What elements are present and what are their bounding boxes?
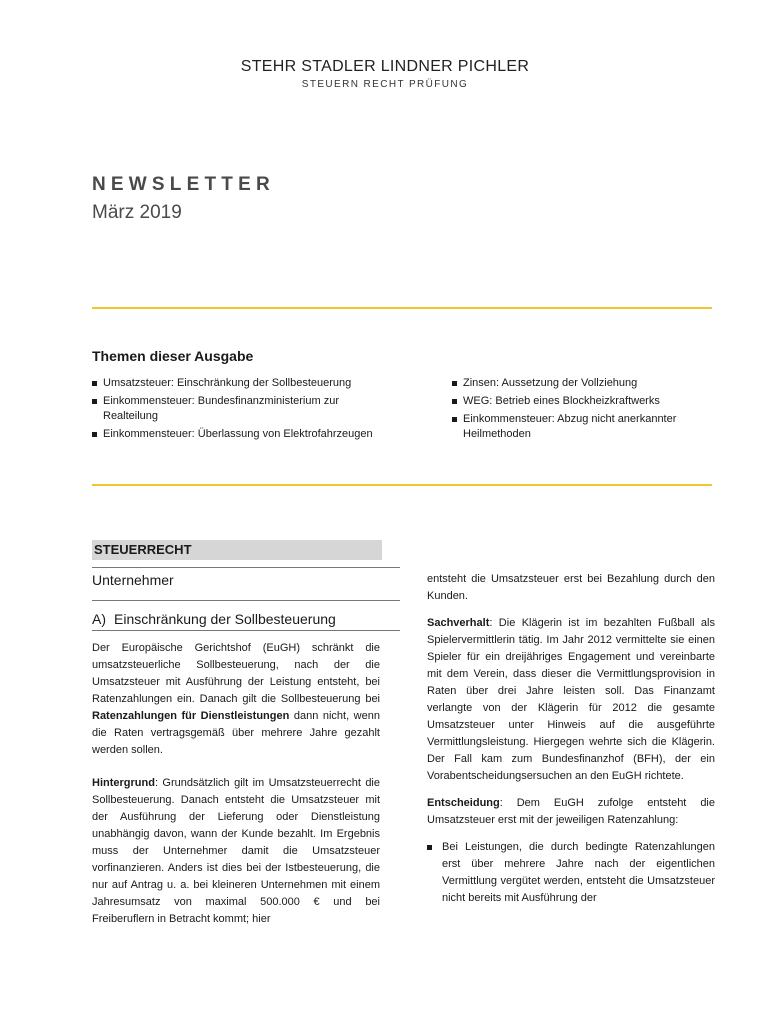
entscheidung-paragraph (427, 795, 715, 829)
hintergrund-label: Hintergrund (92, 777, 155, 789)
theme-item (92, 427, 392, 442)
newsletter-title: NEWSLETTER (92, 174, 275, 195)
section-subheading: Unternehmer (92, 572, 174, 588)
bullet-square-icon (452, 417, 457, 422)
themes-heading: Themen dieser Ausgabe (92, 348, 254, 364)
bullet-square-icon (92, 381, 97, 386)
themes-list-left (92, 376, 392, 445)
article-title: Einschränkung der Sollbesteuerung (114, 611, 336, 627)
theme-item-label: Einkommensteuer: Bundesfinanzministerium zur Realteilung (103, 395, 339, 422)
bullet-square-icon (92, 399, 97, 404)
continuation-paragraph: entsteht die Umsatzsteuer erst bei Bezahlung durch den Kunden. (427, 573, 715, 602)
entscheidung-text: : Dem EuGH zufolge entsteht die Umsatzsteuer erst mit der jeweiligen Ratenzahlung: (427, 797, 715, 826)
theme-item-label: Umsatzsteuer: Einschränkung der Sollbesteuerung (103, 377, 352, 389)
theme-item-label: WEG: Betrieb eines Blockheizkraftwerks (463, 395, 660, 407)
article-column-left (92, 640, 380, 938)
intro-paragraph (92, 640, 380, 759)
firm-tagline: STEUERN RECHT PRÜFUNG (301, 79, 469, 90)
bullet-square-icon (452, 399, 457, 404)
hintergrund-paragraph (92, 775, 380, 928)
sachverhalt-text: : Die Klägerin ist im bezahlten Fußball als Spielervermittlerin tätig. Im Jahr 2012 vermittelte sie einen Spieler für ein dreijähriges Engagement und vereinbarte mit dem Verein, dass dieser die Vermittlungsprovision in Raten über drei Jahre leisten soll. Das Finanzamt verlangte von der Klägerin für 2012 die gesamte Umsatzsteuer unter Hinweis auf die ausgeführte Vermittlungsleistung. Hiergegen wehrte sich die Klägerin. Der Fall kam zum Bundesfinanzhof (BFH), der ein Vorabentscheidungsersuchen an den EuGH richtete. (427, 617, 715, 782)
themes-list-right (452, 376, 714, 445)
intro-emphasis: Ratenzahlungen für Dienstleistungen (92, 710, 290, 722)
letterhead (0, 58, 770, 90)
newsletter-date: März 2019 (92, 202, 182, 223)
section-rule (92, 567, 400, 568)
article-letter: A) (92, 611, 106, 627)
theme-item (92, 394, 392, 424)
article-heading (92, 611, 336, 627)
sachverhalt-label: Sachverhalt (427, 617, 490, 629)
section-bar (92, 540, 382, 560)
theme-item-label: Einkommensteuer: Überlassung von Elektrofahrzeugen (103, 428, 373, 440)
sachverhalt-paragraph (427, 615, 715, 785)
theme-item-label: Zinsen: Aussetzung der Vollziehung (463, 377, 638, 389)
decision-bullet-text: Bei Leistungen, die durch bedingte Ratenzahlungen erst über mehrere Jahre nach der eigentlichen Vermittlung vergütet werden, entsteht die Umsatzsteuer nicht bereits mit Ausführung der (442, 841, 715, 904)
section-label: STEUERRECHT (94, 542, 192, 557)
firm-name: STEHR STADLER LINDNER PICHLER (240, 58, 530, 75)
subheading-rule (92, 600, 400, 601)
bullet-square-icon (92, 432, 97, 437)
article-column-right (427, 571, 715, 917)
hintergrund-text: : Grundsätzlich gilt im Umsatzsteuerrecht die Sollbesteuerung. Danach entsteht die Umsatzsteuer mit der Ausführung der Lieferung oder Dienstleistung unabhängig davon, wann der Kunde bezahlt. Im Ergebnis muss der Unternehmer damit die Umsatzsteuer vorfinanzieren. Anders ist dies bei der Istbesteuerung, die nur auf Antrag u. a. bei kleineren Unternehmen mit einem Jahresumsatz von maximal 500.000 € und bei Freiberuflern in Betracht kommt; hier (92, 777, 380, 925)
gold-divider-top (92, 307, 712, 309)
theme-item (452, 394, 714, 409)
bullet-square-icon (452, 381, 457, 386)
theme-item (92, 376, 392, 391)
article-rule (92, 630, 400, 631)
gold-divider-bottom (92, 484, 712, 486)
theme-item-label: Einkommensteuer: Abzug nicht anerkannter Heilmethoden (463, 413, 677, 440)
theme-item (452, 412, 714, 442)
bullet-square-icon (427, 845, 432, 850)
decision-bullet (427, 839, 715, 907)
intro-text: Der Europäische Gerichtshof (EuGH) schränkt die umsatzsteuerliche Sollbesteuerung, nach der die Umsatzsteuer mit Ausführung der Leistung entsteht, bei Ratenzahlungen ein. Danach gilt die Sollbesteuerung bei (92, 642, 380, 705)
theme-item (452, 376, 714, 391)
entscheidung-label: Entscheidung (427, 797, 500, 809)
intro-text-end: dann nicht, wenn die Raten vertragsgemäß über mehrere Jahre gezahlt werden sollen. (92, 710, 380, 756)
